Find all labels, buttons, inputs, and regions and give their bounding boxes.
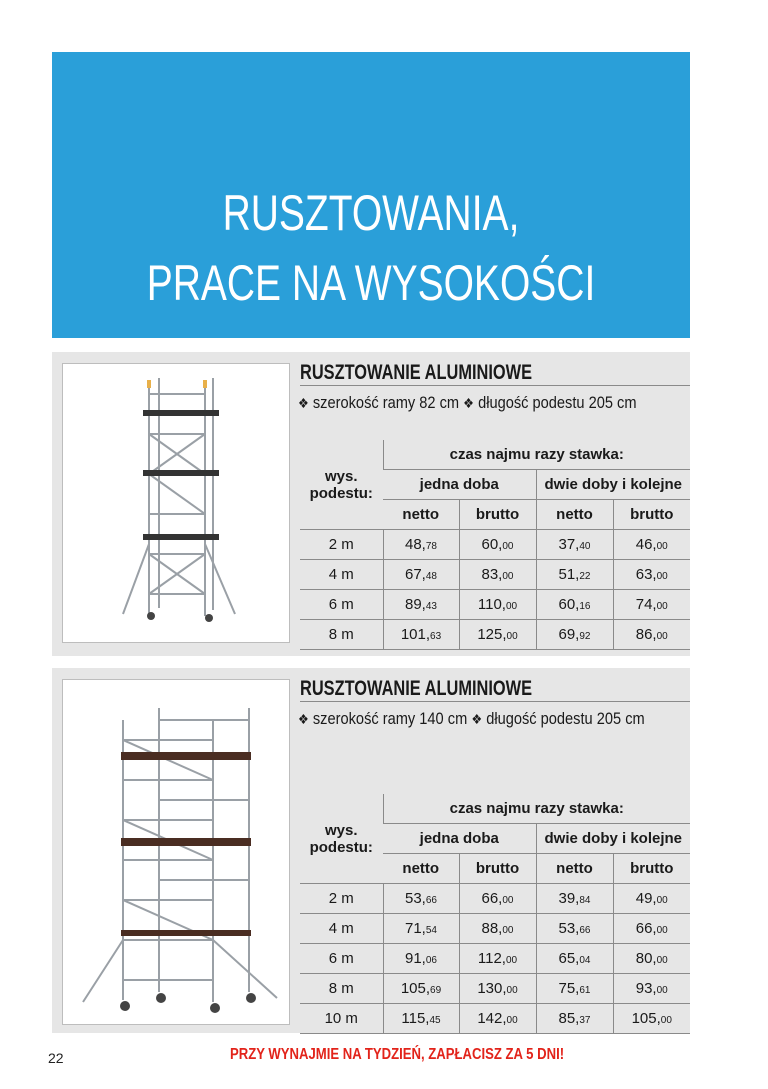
height-cell: 10 m <box>300 1004 383 1034</box>
price-cell: 130,00 <box>459 974 536 1004</box>
product-section-1 <box>52 352 690 656</box>
price-cell: 48,78 <box>383 530 459 560</box>
price-cell: 89,43 <box>383 590 459 620</box>
price-cell: 63,00 <box>613 560 690 590</box>
price-cell: 37,40 <box>536 530 613 560</box>
price-cell: 71,54 <box>383 914 459 944</box>
scaffold-photo-narrow <box>62 363 290 643</box>
height-cell: 8 m <box>300 620 383 650</box>
col-brutto: brutto <box>613 854 690 884</box>
table-row <box>300 974 690 1004</box>
promo-text: PRZY WYNAJMIE NA TYDZIEŃ, ZAPŁACISZ ZA 5 DNI! <box>230 1046 565 1063</box>
frame-width-spec: szerokość ramy 82 cm <box>312 393 460 412</box>
title-underline <box>300 701 690 702</box>
row-header: wys. podestu: <box>300 794 383 884</box>
price-table <box>300 440 690 650</box>
price-cell: 105,00 <box>613 1004 690 1034</box>
table-row <box>300 560 690 590</box>
table-row <box>300 530 690 560</box>
price-cell: 83,00 <box>459 560 536 590</box>
price-cell: 66,00 <box>459 884 536 914</box>
price-cell: 88,00 <box>459 914 536 944</box>
col-brutto: brutto <box>459 500 536 530</box>
banner-title-line-1: RUSZTOWANIA, <box>222 185 520 241</box>
price-cell: 39,84 <box>536 884 613 914</box>
price-cell: 105,69 <box>383 974 459 1004</box>
price-cell: 69,92 <box>536 620 613 650</box>
table-row <box>300 914 690 944</box>
bullet-icon: ❖ <box>298 711 309 727</box>
table-row <box>300 884 690 914</box>
height-cell: 8 m <box>300 974 383 1004</box>
table-row <box>300 620 690 650</box>
group-header: czas najmu razy stawka: <box>383 794 690 824</box>
bullet-icon: ❖ <box>471 711 483 727</box>
price-cell: 65,04 <box>536 944 613 974</box>
height-cell: 6 m <box>300 590 383 620</box>
col-netto: netto <box>536 854 613 884</box>
price-cell: 60,16 <box>536 590 613 620</box>
scaffold-narrow-illustration <box>63 364 289 642</box>
product-section-2 <box>52 668 690 1033</box>
price-cell: 53,66 <box>383 884 459 914</box>
price-cell: 85,37 <box>536 1004 613 1034</box>
price-cell: 67,48 <box>383 560 459 590</box>
price-cell: 80,00 <box>613 944 690 974</box>
col-brutto: brutto <box>613 500 690 530</box>
period-two-days: dwie doby i kolejne <box>536 824 690 854</box>
price-cell: 66,00 <box>613 914 690 944</box>
price-table <box>300 794 690 1034</box>
table-row <box>300 944 690 974</box>
table-row <box>300 590 690 620</box>
price-cell: 60,00 <box>459 530 536 560</box>
price-cell: 110,00 <box>459 590 536 620</box>
product-specs <box>298 709 645 729</box>
height-cell: 4 m <box>300 914 383 944</box>
price-cell: 101,63 <box>383 620 459 650</box>
scaffold-wide-illustration <box>63 680 289 1024</box>
price-cell: 112,00 <box>459 944 536 974</box>
page-number: 22 <box>48 1050 64 1066</box>
price-cell: 125,00 <box>459 620 536 650</box>
bullet-icon: ❖ <box>463 395 474 411</box>
price-cell: 49,00 <box>613 884 690 914</box>
height-cell: 6 m <box>300 944 383 974</box>
price-cell: 75,61 <box>536 974 613 1004</box>
price-cell: 51,22 <box>536 560 613 590</box>
height-cell: 4 m <box>300 560 383 590</box>
col-brutto: brutto <box>459 854 536 884</box>
title-banner <box>52 52 690 338</box>
price-cell: 86,00 <box>613 620 690 650</box>
col-netto: netto <box>383 500 459 530</box>
period-one-day: jedna doba <box>383 824 536 854</box>
height-cell: 2 m <box>300 530 383 560</box>
group-header: czas najmu razy stawka: <box>383 440 690 470</box>
product-title: RUSZTOWANIE ALUMINIOWE <box>300 361 533 384</box>
col-netto: netto <box>536 500 613 530</box>
price-cell: 46,00 <box>613 530 690 560</box>
height-cell: 2 m <box>300 884 383 914</box>
period-two-days: dwie doby i kolejne <box>536 470 690 500</box>
price-cell: 74,00 <box>613 590 690 620</box>
platform-length-spec: długość podestu 205 cm <box>478 393 637 412</box>
product-title: RUSZTOWANIE ALUMINIOWE <box>300 677 533 700</box>
title-underline <box>300 385 690 386</box>
period-one-day: jedna doba <box>383 470 536 500</box>
price-cell: 142,00 <box>459 1004 536 1034</box>
price-cell: 115,45 <box>383 1004 459 1034</box>
col-netto: netto <box>383 854 459 884</box>
platform-length-spec: długość podestu 205 cm <box>486 709 645 728</box>
price-cell: 91,06 <box>383 944 459 974</box>
scaffold-photo-wide <box>62 679 290 1025</box>
banner-title-line-2: PRACE NA WYSOKOŚCI <box>146 255 596 311</box>
bullet-icon: ❖ <box>298 395 309 411</box>
row-header: wys. podestu: <box>300 440 383 530</box>
price-cell: 53,66 <box>536 914 613 944</box>
table-row <box>300 1004 690 1034</box>
price-cell: 93,00 <box>613 974 690 1004</box>
frame-width-spec: szerokość ramy 140 cm <box>312 709 468 728</box>
product-specs <box>298 393 637 413</box>
